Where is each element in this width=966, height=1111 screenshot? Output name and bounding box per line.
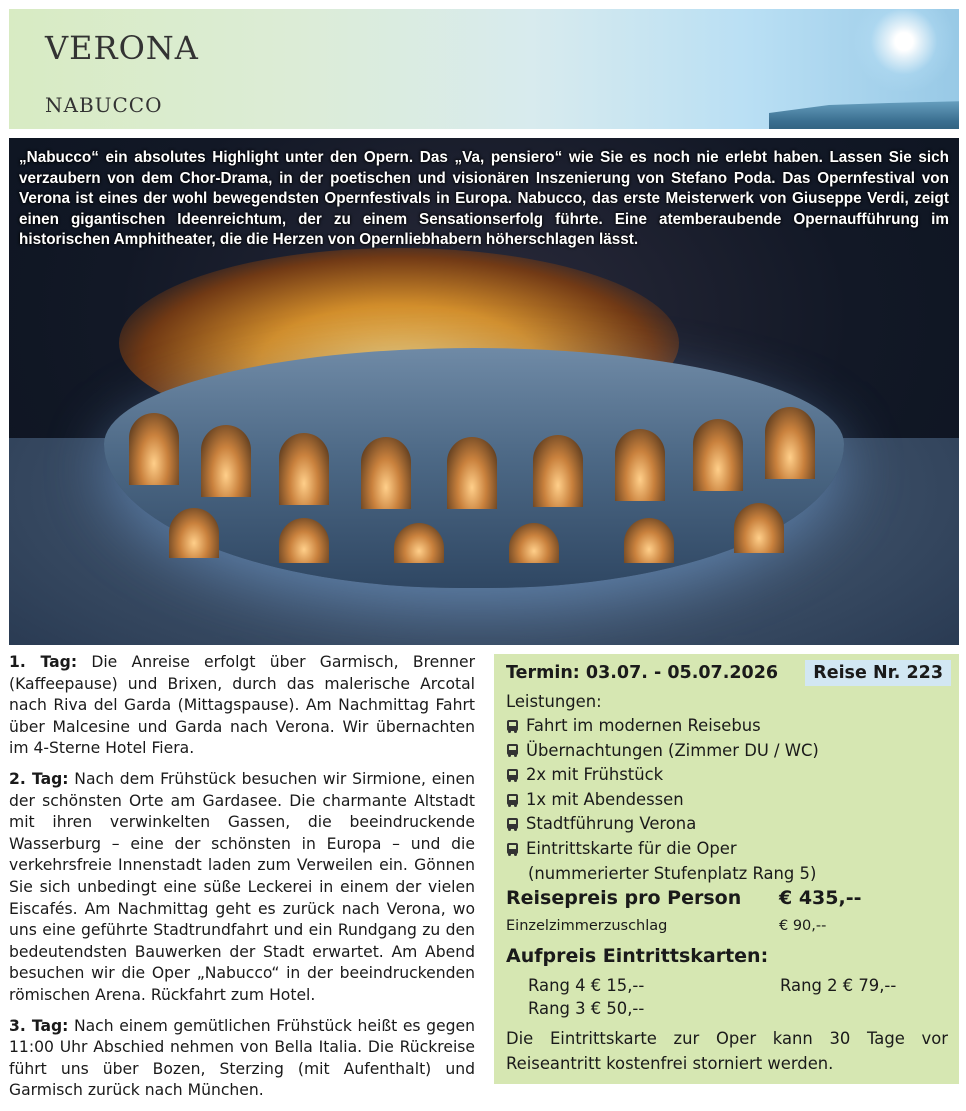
page-title: VERONA [45, 29, 199, 67]
arch [533, 435, 583, 507]
ticket-surcharge-title: Aufpreis Eintrittskarten: [506, 945, 769, 967]
service-label: Stadtführung Verona [526, 814, 697, 834]
arch [169, 508, 219, 558]
arch [279, 433, 329, 505]
list-item [506, 739, 951, 764]
travel-info-box [494, 654, 959, 1084]
service-label: 1x mit Abendessen [526, 789, 684, 809]
arch [765, 407, 815, 479]
service-label: Fahrt im modernen Reisebus [526, 716, 761, 735]
page-subtitle: NABUCCO [45, 93, 163, 117]
list-item [506, 763, 951, 788]
ticket-price-rang-3: Rang 3 € 50,-- [528, 999, 645, 1018]
single-room-surcharge-label: Einzelzimmerzuschlag [506, 918, 668, 934]
ticket-price-rang-4: Rang 4 € 15,-- [528, 976, 645, 995]
itinerary [9, 652, 475, 1111]
list-item [506, 837, 951, 886]
arch [734, 503, 784, 553]
arch [615, 429, 665, 501]
arena-arches [129, 403, 829, 563]
day-paragraph [9, 769, 475, 1007]
arch [361, 437, 411, 509]
bus-icon [506, 744, 519, 757]
arch [279, 518, 329, 563]
price-value: € 435,-- [779, 887, 862, 909]
service-label: Eintrittskarte für die Oper [526, 838, 737, 858]
price-label: Reisepreis pro Person [506, 887, 742, 909]
single-room-surcharge-value: € 90,-- [779, 918, 827, 934]
bus-icon [506, 843, 519, 856]
list-item [506, 788, 951, 813]
arena-photo [9, 138, 959, 645]
list-item [506, 714, 951, 739]
header-banner [9, 9, 959, 129]
arch [394, 523, 444, 563]
lake-image [769, 97, 959, 129]
day-label: 3. Tag: [9, 1016, 69, 1035]
day-paragraph [9, 652, 475, 760]
service-detail: (nummerierter Stufenplatz Rang 5) [528, 863, 817, 883]
service-label: 2x mit Frühstück [526, 765, 664, 785]
arch [201, 425, 251, 497]
services-list [506, 714, 951, 886]
service-label: Übernachtungen (Zimmer DU / WC) [526, 740, 819, 760]
trip-number-badge: Reise Nr. 223 [805, 660, 951, 686]
day-label: 2. Tag: [9, 769, 69, 788]
day-text: Nach einem gemütlichen Frühstück heißt es gegen 11:00 Uhr Abschied nehmen von Bella Italia. Die Rückreise führt uns über Bozen, Sterzing (mit Aufenthalt) und Garmisch zurück nach München. [9, 1016, 475, 1100]
arch [447, 437, 497, 509]
intro-text: „Nabucco“ ein absolutes Highlight unter den Opern. Das „Va, pensiero“ wie Sie es noch nie erlebt haben. Lassen Sie sich verzaubern von dem Chor-Drama, in der poetischen und visionären Inszenierung von Stefano Poda. Das Opernfestival von Verona ist eines der wohl bewegendsten Opernfestivals in Europa. Nabucco, das erste Meisterwerk von Giuseppe Verdi, zeigt einen gigantischen Ideenreichtum, der zu einem Sensationserfolg führte. Eine atemberaubende Opernaufführung im historischen Amphitheater, die die Herzen von Opernliebhabern höherschlagen lässt. [19, 149, 949, 249]
arch [129, 413, 179, 485]
bus-icon [506, 720, 519, 733]
ticket-price-rang-2: Rang 2 € 79,-- [780, 976, 897, 995]
day-text: Die Anreise erfolgt über Garmisch, Brenner (Kaffeepause) und Brixen, durch das malerische Arcotal nach Riva del Garda (Mittagspause). Am Nachmittag Fahrt über Malcesine und Garda nach Verona. Wir übernachten im 4-Sterne Hotel Fiera. [9, 653, 475, 758]
arch [624, 518, 674, 563]
cancellation-note: Die Eintrittskarte zur Oper kann 30 Tage vor Reiseantritt kostenfrei storniert werden. [506, 1029, 948, 1073]
list-item [506, 812, 951, 837]
day-label: 1. Tag: [9, 653, 78, 671]
day-paragraph [9, 1016, 475, 1102]
bus-icon [506, 794, 519, 807]
sun-image [849, 9, 959, 91]
bus-icon [506, 818, 519, 831]
day-text: Nach dem Frühstück besuchen wir Sirmione, einen der schönsten Orte am Gardasee. Die charmante Altstadt mit ihren verwinkelten Gassen, die beeindruckende Wasserburg – eine der schönsten in Europa – und die verkehrsfreie Innenstadt laden zum Verweilen ein. Gönnen Sie sich unbedingt eine süße Leckerei in einem der vielen Eiscafés. Am Nachmittag geht es zurück nach Verona, wo uns eine geführte Stadtrundfahrt und ein Rundgang zu den bedeutendsten Bauwerken der Stadt erwartet. Am Abend besuchen wir die Oper „Nabucco“ in der beeindruckenden römischen Arena. Rückfahrt zum Hotel. [9, 769, 475, 1004]
travel-dates: Termin: 03.07. - 05.07.2026 [506, 663, 779, 683]
arch [693, 419, 743, 491]
bus-icon [506, 769, 519, 782]
services-title: Leistungen: [506, 692, 602, 711]
arch [509, 523, 559, 563]
